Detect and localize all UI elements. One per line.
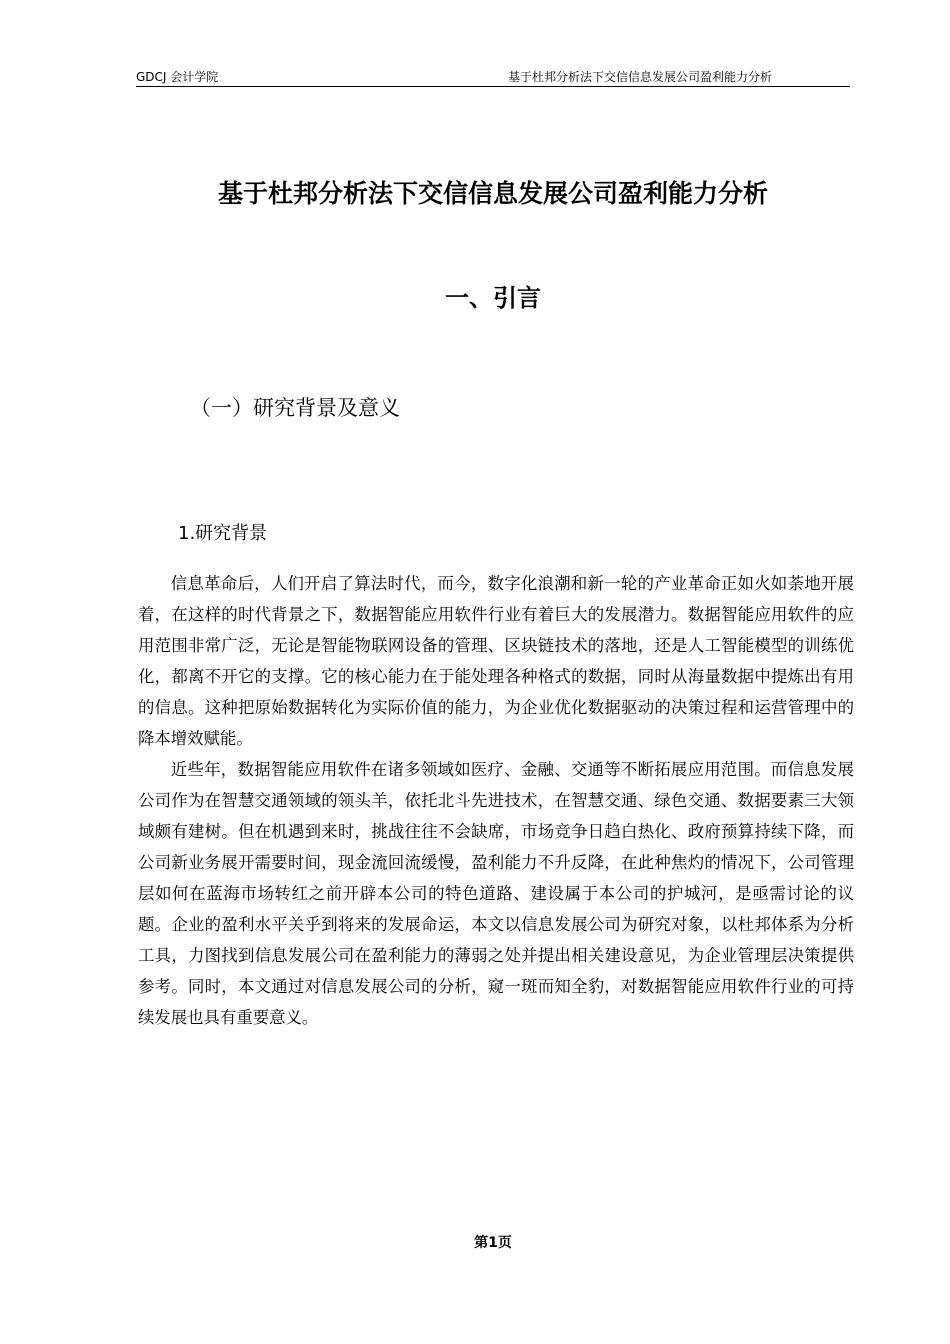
paragraph: 近些年，数据智能应用软件在诸多领域如医疗、金融、交通等不断拓展应用范围。而信息发展公司作为在智慧交通领域的领头羊，依托北斗先进技术，在智慧交通、绿色交通、数据要素三大领域颇有建树。但在机遇到来时，挑战往往不会缺席，市场竞争日趋白热化、政府预算持续下降，而公司新业务展开需要时间，现金流回流缓慢，盈利能力不升反降，在此种焦灼的情况下，公司管理层如何在蓝海市场转红之前开辟本公司的特色道路、建设属于本公司的护城河，是亟需讨论的议题。企业的盈利水平关乎到将来的发展命运，本文以信息发展公司为研究对象，以杜邦体系为分析工具，力图找到信息发展公司在盈利能力的薄弱之处并提出相关建设意见，为企业管理层决策提供参考。同时，本文通过对信息发展公司的分析，窥一斑而知全豹，对数据智能应用软件行业的可持续发展也具有重要意义。 (138, 760, 854, 1027)
page-number: 第1页 (474, 1235, 512, 1251)
section-heading: （一）研究背景及意义 (190, 396, 400, 420)
header-running-title: 基于杜邦分析法下交信信息发展公司盈利能力分析 (507, 70, 772, 84)
subsection-heading: 1.研究背景 (178, 523, 268, 544)
chapter-heading: 一、引言 (445, 284, 541, 312)
body-text (138, 568, 854, 1033)
page-header (136, 66, 850, 87)
document-title: 基于杜邦分析法下交信信息发展公司盈利能力分析 (217, 179, 768, 208)
paragraph: 信息革命后，人们开启了算法时代，而今，数字化浪潮和新一轮的产业革命正如火如荼地开展着，在这样的时代背景之下，数据智能应用软件行业有着巨大的发展潜力。数据智能应用软件的应用范围非常广泛，无论是智能物联网设备的管理、区块链技术的落地，还是人工智能模型的训练优化，都离不开它的支撑。它的核心能力在于能处理各种格式的数据，同时从海量数据中提炼出有用的信息。这种把原始数据转化为实际价值的能力，为企业优化数据驱动的决策过程和运营管理中的降本增效赋能。 (138, 574, 854, 748)
header-institution: GDCJ 会计学院 (136, 70, 219, 84)
